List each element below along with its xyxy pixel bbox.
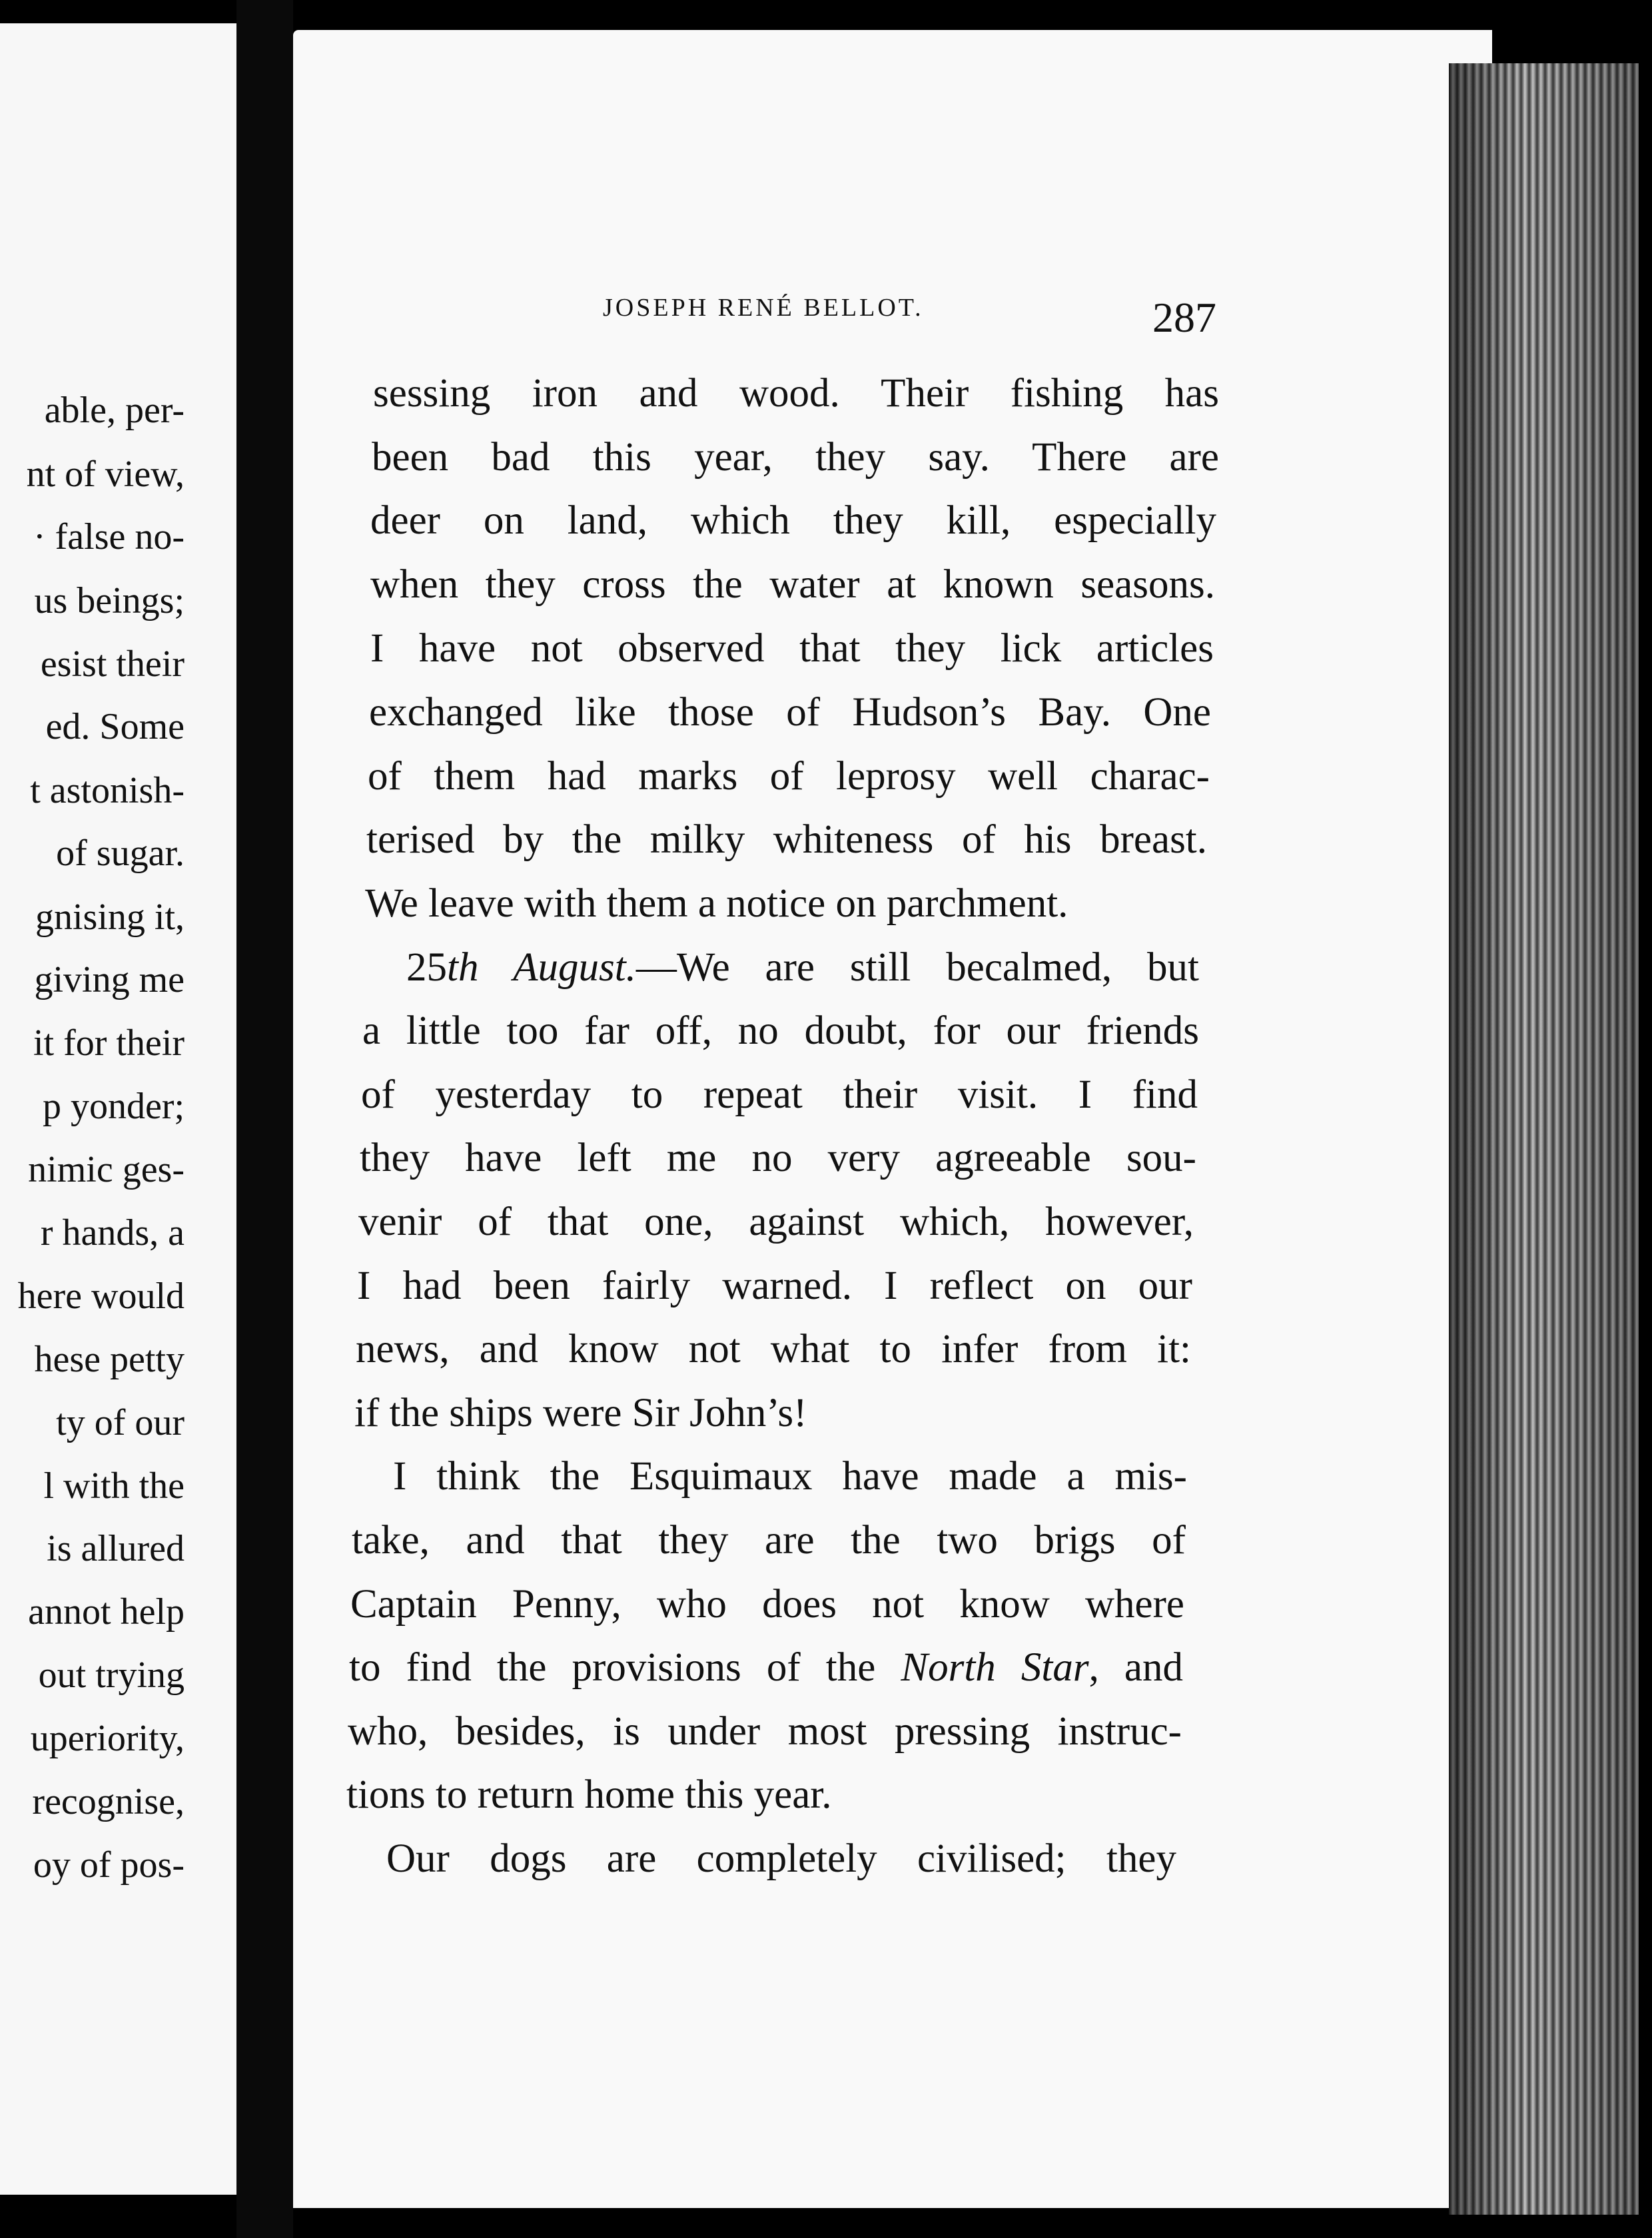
left-page-line: ty of our (56, 1402, 185, 1443)
left-page-line: nt of view, (26, 454, 185, 495)
text-line: I had been fairly warned. I reflect on our (357, 1264, 1192, 1308)
left-page-line: nimic ges- (28, 1149, 185, 1190)
left-page-line: r hands, a (40, 1212, 185, 1254)
text-line-with-italic (349, 1647, 1183, 1688)
text-segment: to find the provisions of the (349, 1645, 876, 1690)
text-line: been bad this year, they say. There are (372, 435, 1219, 480)
text-line: news, and know not what to infer from it: (356, 1327, 1191, 1371)
text-line: who, besides, is under most pressing instruc- (348, 1709, 1182, 1754)
text-line: exchanged like those of Hudson’s Bay. One (369, 690, 1211, 735)
text-segment: , and (1088, 1645, 1183, 1690)
date-number: 25 (406, 945, 447, 990)
left-page-line: here would (17, 1276, 185, 1317)
left-facing-page (0, 23, 236, 2195)
page-number: 287 (1152, 294, 1216, 341)
text-line: I think the Esquimaux have made a mis- (393, 1454, 1187, 1499)
text-line: Our dogs are completely civilised; they (386, 1836, 1176, 1881)
left-page-line: hese petty (34, 1339, 185, 1380)
left-page-line: annot help (28, 1591, 185, 1633)
ship-name: North Star (901, 1645, 1089, 1690)
text-line: a little too far off, no doubt, for our friends (362, 1008, 1199, 1053)
left-page-line: of sugar. (56, 833, 185, 874)
text-line: terised by the milky whiteness of his breast. (366, 817, 1207, 862)
text-line: if the ships were Sir John’s! (354, 1391, 807, 1435)
running-head: JOSEPH RENÉ BELLOT. (603, 294, 924, 322)
left-page-line: able, per- (44, 390, 185, 431)
text-line: We leave with them a notice on parchment. (365, 881, 1068, 926)
left-page-line: it for their (33, 1022, 185, 1064)
left-page-line: p yonder; (42, 1086, 185, 1127)
left-page-line: giving me (34, 959, 185, 1000)
left-page-line: esist their (40, 643, 185, 685)
text-line: sessing iron and wood. Their fishing has (373, 371, 1219, 416)
left-page-line: recognise, (32, 1781, 185, 1822)
text-line: take, and that they are the two brigs of (352, 1518, 1186, 1563)
right-page (293, 30, 1492, 2208)
text-line: venir of that one, against which, however, (358, 1200, 1194, 1244)
dated-entry-line (406, 947, 1199, 988)
left-page-line: l with the (43, 1465, 185, 1507)
fore-edge-shading (1449, 63, 1639, 2215)
text-line: of them had marks of leprosy well charac- (368, 754, 1210, 799)
text-line: deer on land, which they kill, especially (370, 498, 1216, 543)
date-month: th August. (447, 945, 636, 990)
left-page-line: gnising it, (35, 897, 185, 938)
left-page-line: · false no- (33, 516, 185, 558)
text-line: Captain Penny, who does not know where (350, 1582, 1184, 1627)
entry-text: —We are still becalmed, but (635, 945, 1199, 990)
text-line: they have left me no very agreeable sou- (360, 1136, 1196, 1180)
text-line: tions to return home this year. (346, 1772, 832, 1817)
text-line: of yesterday to repeat their visit. I find (361, 1072, 1198, 1117)
text-line: I have not observed that they lick articles (370, 626, 1214, 671)
left-page-line: t astonish- (30, 770, 185, 811)
left-page-line: us beings; (34, 580, 185, 621)
left-page-line: oy of pos- (33, 1844, 185, 1886)
left-page-line: is allured (47, 1528, 185, 1569)
left-page-line: uperiority, (30, 1718, 185, 1759)
left-page-line: ed. Some (45, 706, 185, 747)
left-page-line: out trying (38, 1655, 185, 1696)
text-line: when they cross the water at known seasons. (370, 562, 1215, 607)
book-gutter (236, 0, 293, 2238)
